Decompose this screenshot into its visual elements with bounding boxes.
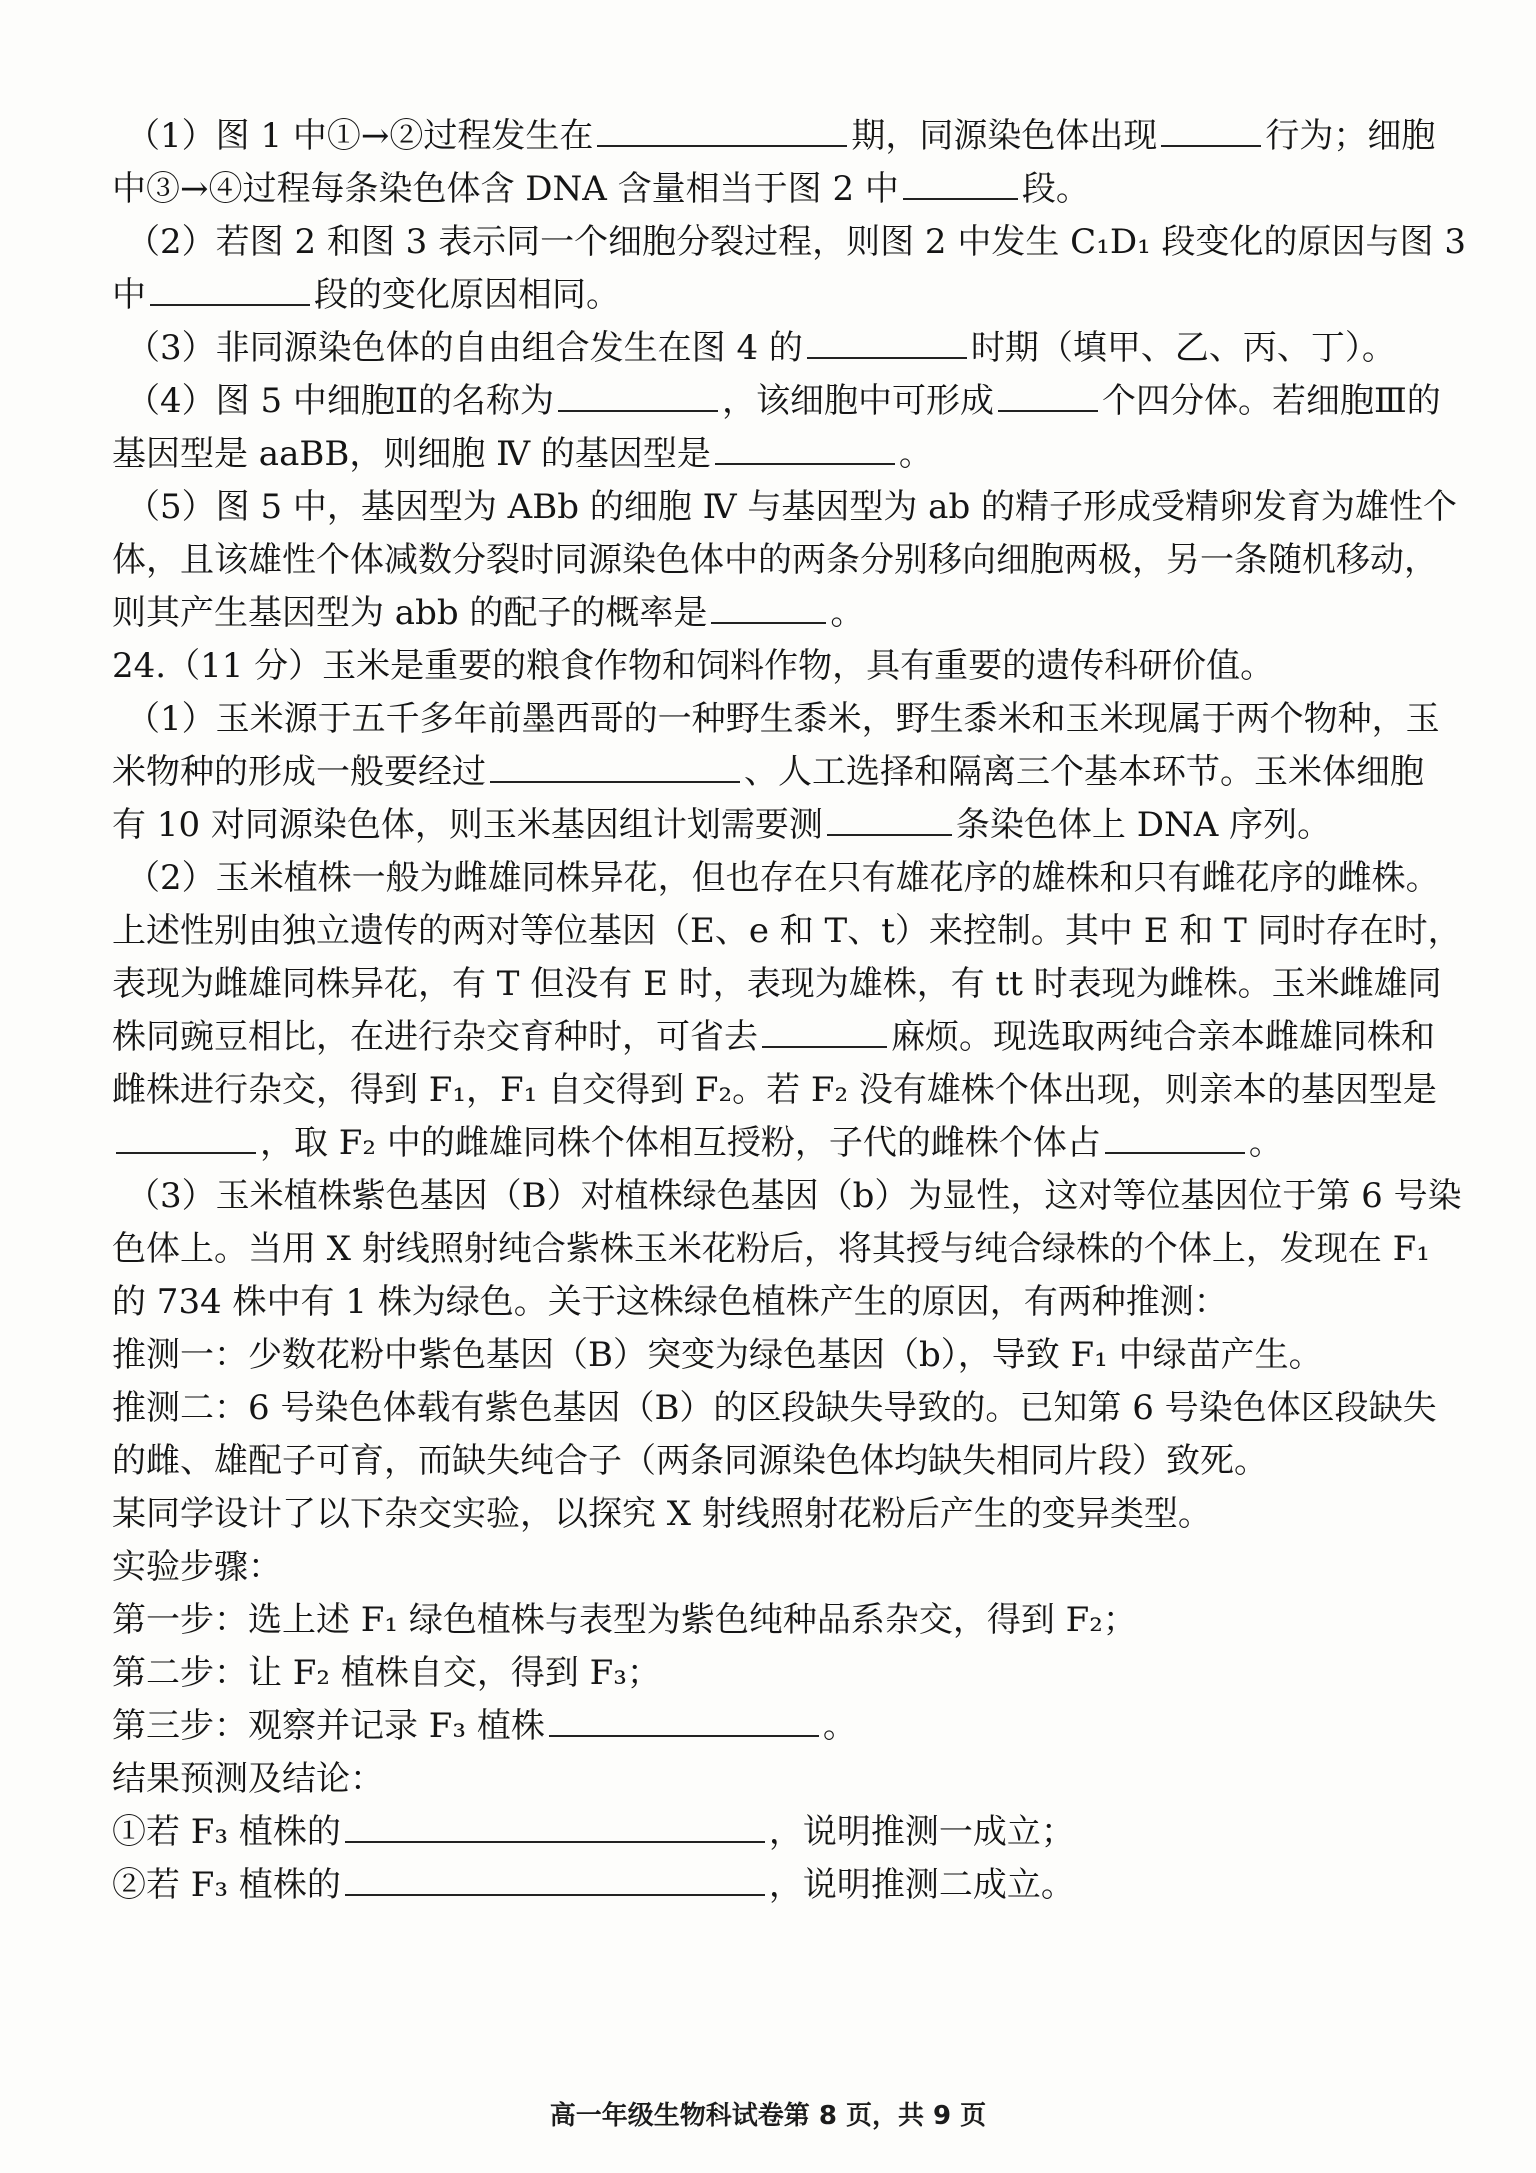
q24-3-line-2: 色体上。当用 X 射线照射纯合紫株玉米花粉后，将其授与纯合绿株的个体上，发现在 F₁	[112, 1229, 1430, 1269]
q23-2-line-1: （2）若图 2 和图 3 表示同一个细胞分裂过程，则图 2 中发生 C₁D₁ 段变化的原因与图 3	[126, 222, 1466, 262]
answer-blank[interactable]	[490, 751, 740, 783]
answer-blank[interactable]	[827, 804, 952, 836]
question-content	[112, 112, 1466, 1914]
q24-2-line-1: （2）玉米植株一般为雌雄同株异花，但也存在只有雄花序的雄株和只有雌花序的雌株。	[126, 858, 1440, 898]
answer-blank[interactable]	[558, 380, 718, 412]
answer-blank[interactable]	[116, 1122, 256, 1154]
q24-2-line-3: 表现为雌雄同株异花，有 T 但没有 E 时，表现为雄株，有 tt 时表现为雌株。玉米雌雄同	[112, 964, 1442, 1004]
answer-blank[interactable]	[807, 327, 967, 359]
q24-2-line-5: 雌株进行杂交，得到 F₁，F₁ 自交得到 F₂。若 F₂ 没有雄株个体出现，则亲本的基因型是	[112, 1070, 1437, 1110]
answer-blank[interactable]	[1161, 115, 1261, 147]
answer-blank[interactable]	[1105, 1122, 1245, 1154]
results-heading: 结果预测及结论：	[112, 1759, 384, 1799]
q24-3-line-1: （3）玉米植株紫色基因（B）对植株绿色基因（b）为显性，这对等位基因位于第 6 号染	[126, 1176, 1462, 1216]
experiment-steps-heading: 实验步骤：	[112, 1547, 282, 1587]
result-two: ②若 F₃ 植株的 ，说明推测二成立。	[112, 1865, 1075, 1905]
step-one: 第一步：选上述 F₁ 绿色植株与表型为紫色纯种品系杂交，得到 F₂；	[112, 1600, 1137, 1640]
page-footer: 高一年级生物科试卷第 8 页，共 9 页	[549, 2101, 987, 2131]
q24-3-line-3: 的 734 株中有 1 株为绿色。关于这株绿色植株产生的原因，有两种推测：	[112, 1282, 1228, 1322]
q23-1-line-1: （1）图 1 中①→②过程发生在 期，同源染色体出现 行为；细胞	[126, 116, 1436, 156]
q24-1-line-1: （1）玉米源于五千多年前墨西哥的一种野生黍米，野生黍米和玉米现属于两个物种，玉	[126, 699, 1440, 739]
answer-blank[interactable]	[549, 1705, 819, 1737]
step-two: 第二步：让 F₂ 植株自交，得到 F₃；	[112, 1653, 661, 1693]
q24-2-line-2: 上述性别由独立遗传的两对等位基因（E、e 和 T、t）来控制。其中 E 和 T 同时存在时，	[112, 911, 1462, 951]
q23-3-line: （3）非同源染色体的自由组合发生在图 4 的 时期（填甲、乙、丙、丁）。	[126, 328, 1396, 368]
q23-2-line-2: 中 段的变化原因相同。	[112, 275, 620, 315]
result-one: ①若 F₃ 植株的 ，说明推测一成立；	[112, 1812, 1075, 1852]
answer-blank[interactable]	[762, 1016, 887, 1048]
answer-blank[interactable]	[998, 380, 1098, 412]
q23-5-line-2: 体，且该雄性个体减数分裂时同源染色体中的两条分别移向细胞两极，另一条随机移动，	[112, 540, 1438, 580]
hypothesis-two-line-1: 推测二：6 号染色体载有紫色基因（B）的区段缺失导致的。已知第 6 号染色体区段缺失	[112, 1388, 1437, 1428]
hypothesis-two-line-2: 的雌、雄配子可育，而缺失纯合子（两条同源染色体均缺失相同片段）致死。	[112, 1441, 1268, 1481]
q23-5-line-3: 则其产生基因型为 abb 的配子的概率是 。	[112, 593, 865, 633]
hypothesis-one: 推测一：少数花粉中紫色基因（B）突变为绿色基因（b），导致 F₁ 中绿苗产生。	[112, 1335, 1323, 1375]
answer-blank[interactable]	[597, 115, 847, 147]
q24-heading: 24.（11 分）玉米是重要的粮食作物和饲料作物，具有重要的遗传科研价值。	[112, 646, 1275, 686]
experiment-intro: 某同学设计了以下杂交实验，以探究 X 射线照射花粉后产生的变异类型。	[112, 1494, 1212, 1534]
answer-blank[interactable]	[711, 592, 826, 624]
q24-1-line-3: 有 10 对同源染色体，则玉米基因组计划需要测 条染色体上 DNA 序列。	[112, 805, 1332, 845]
answer-blank[interactable]	[715, 433, 895, 465]
answer-blank[interactable]	[345, 1811, 765, 1843]
q24-2-line-6: ，取 F₂ 中的雌雄同株个体相互授粉，子代的雌株个体占 。	[112, 1119, 1412, 1167]
q24-1-line-2: 米物种的形成一般要经过 、人工选择和隔离三个基本环节。玉米体细胞	[112, 752, 1424, 792]
q23-1-line-2: 中③→④过程每条染色体含 DNA 含量相当于图 2 中 段。	[112, 169, 1090, 209]
q24-2-line-4: 株同豌豆相比，在进行杂交育种时，可省去 麻烦。现选取两纯合亲本雌雄同株和	[112, 1017, 1435, 1057]
answer-blank[interactable]	[150, 274, 310, 306]
q23-5-line-1: （5）图 5 中，基因型为 ABb 的细胞 Ⅳ 与基因型为 ab 的精子形成受精卵发育为雄性个	[126, 487, 1458, 527]
step-three: 第三步：观察并记录 F₃ 植株 。	[112, 1706, 857, 1746]
q23-4-line-2: 基因型是 aaBB，则细胞 Ⅳ 的基因型是 。	[112, 434, 933, 474]
answer-blank[interactable]	[903, 168, 1018, 200]
q23-4-line-1: （4）图 5 中细胞Ⅱ的名称为 ，该细胞中可形成 个四分体。若细胞Ⅲ的	[126, 381, 1441, 421]
answer-blank[interactable]	[345, 1864, 765, 1896]
